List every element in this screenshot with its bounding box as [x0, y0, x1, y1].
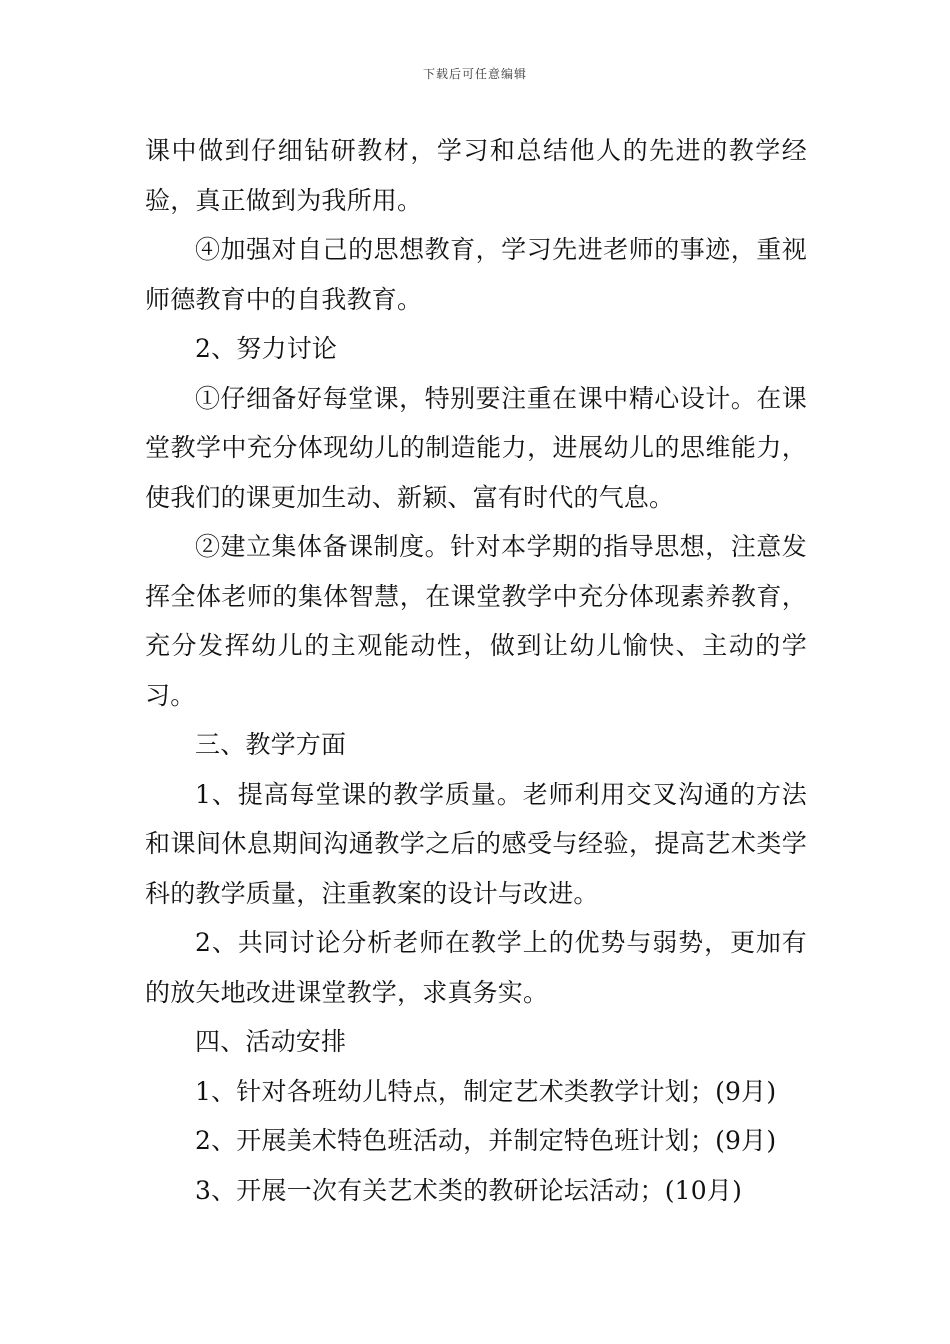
paragraph-teaching-1: 1、提高每堂课的教学质量。老师利用交叉沟通的方法和课间休息期间沟通教学之后的感受与经验，提高艺术类学科的教学质量，注重教案的设计与改进。 [145, 779, 807, 908]
activity-item-3: 3、开展一次有关艺术类的教研论坛活动；(10月) [195, 1175, 743, 1205]
paragraph-item-1: ①仔细备好每堂课，特别要注重在课中精心设计。在课堂教学中充分体现幼儿的制造能力，进展幼儿的思维能力，使我们的课更加生动、新颖、富有时代的气息。 [145, 383, 807, 512]
paragraph-item-2: ②建立集体备课制度。针对本学期的指导思想，注意发挥全体老师的集体智慧，在课堂教学中充分体现素养教育，充分发挥幼儿的主观能动性，做到让幼儿愉快、主动的学习。 [145, 532, 807, 710]
activity-item-1: 1、针对各班幼儿特点，制定艺术类教学计划；(9月) [195, 1076, 777, 1106]
paragraph-item-4: ④加强对自己的思想教育，学习先进老师的事迹，重视师德教育中的自我教育。 [145, 235, 807, 314]
section-heading-activities: 四、活动安排 [195, 1027, 347, 1056]
activity-item-2: 2、开展美术特色班活动，并制定特色班计划；(9月) [195, 1126, 777, 1155]
section-heading-research: 2、努力讨论 [195, 334, 338, 363]
document-body [145, 126, 807, 1215]
section-heading-teaching: 三、教学方面 [195, 730, 347, 759]
paragraph-teaching-2: 2、共同讨论分析老师在教学上的优势与弱势，更加有的放矢地改进课堂教学，求真务实。 [145, 928, 807, 1007]
header-note: 下载后可任意编辑 [422, 67, 527, 81]
paragraph-continuation: 课中做到仔细钻研教材，学习和总结他人的先进的教学经验，真正做到为我所用。 [145, 136, 807, 215]
